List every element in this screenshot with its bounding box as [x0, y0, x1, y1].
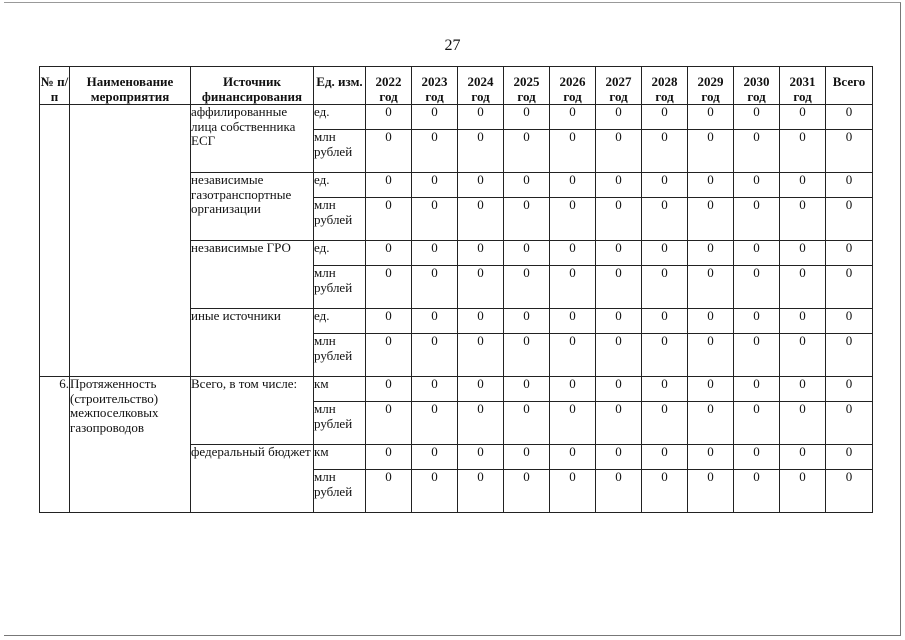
total-value-cell: 0 [826, 266, 873, 309]
year-value-cell: 0 [458, 470, 504, 513]
year-value-cell: 0 [596, 266, 642, 309]
unit-cell: млн рублей [314, 334, 366, 377]
year-value-cell: 0 [734, 105, 780, 130]
year-value-cell: 0 [412, 402, 458, 445]
year-value-cell: 0 [550, 105, 596, 130]
year-value-cell: 0 [734, 334, 780, 377]
year-value-cell: 0 [596, 470, 642, 513]
year-value-cell: 0 [504, 309, 550, 334]
year-value-cell: 0 [734, 309, 780, 334]
year-value-cell: 0 [550, 266, 596, 309]
year-value-cell: 0 [458, 309, 504, 334]
year-value-cell: 0 [642, 334, 688, 377]
year-value-cell: 0 [688, 309, 734, 334]
header-name: Наименование мероприятия [70, 67, 191, 105]
year-value-cell: 0 [504, 470, 550, 513]
year-value-cell: 0 [642, 266, 688, 309]
year-value-cell: 0 [458, 105, 504, 130]
year-value-cell: 0 [366, 198, 412, 241]
year-value-cell: 0 [412, 309, 458, 334]
year-value-cell: 0 [780, 470, 826, 513]
year-value-cell: 0 [688, 241, 734, 266]
year-value-cell: 0 [642, 470, 688, 513]
year-value-cell: 0 [688, 266, 734, 309]
year-value-cell: 0 [642, 198, 688, 241]
total-value-cell: 0 [826, 470, 873, 513]
year-value-cell: 0 [366, 334, 412, 377]
year-value-cell: 0 [780, 198, 826, 241]
year-value-cell: 0 [780, 445, 826, 470]
year-value-cell: 0 [458, 266, 504, 309]
total-value-cell: 0 [826, 105, 873, 130]
year-value-cell: 0 [504, 198, 550, 241]
header-num: № п/п [40, 67, 70, 105]
year-value-cell: 0 [596, 198, 642, 241]
year-value-cell: 0 [734, 377, 780, 402]
year-value-cell: 0 [688, 470, 734, 513]
year-value-cell: 0 [412, 266, 458, 309]
source-cell: федеральный бюджет [191, 445, 314, 513]
year-value-cell: 0 [780, 334, 826, 377]
table-row [40, 105, 873, 130]
header-year-2031: 2031 год [780, 67, 826, 105]
year-value-cell: 0 [688, 173, 734, 198]
year-value-cell: 0 [688, 334, 734, 377]
total-value-cell: 0 [826, 241, 873, 266]
index-cell [40, 105, 70, 377]
year-value-cell: 0 [596, 309, 642, 334]
year-value-cell: 0 [458, 241, 504, 266]
year-value-cell: 0 [504, 173, 550, 198]
source-cell: Всего, в том числе: [191, 377, 314, 445]
year-value-cell: 0 [780, 130, 826, 173]
year-value-cell: 0 [412, 198, 458, 241]
year-value-cell: 0 [642, 402, 688, 445]
year-value-cell: 0 [780, 377, 826, 402]
unit-cell: млн рублей [314, 470, 366, 513]
year-value-cell: 0 [504, 105, 550, 130]
unit-cell: ед. [314, 241, 366, 266]
header-row [40, 67, 873, 105]
year-value-cell: 0 [412, 105, 458, 130]
year-value-cell: 0 [780, 402, 826, 445]
total-value-cell: 0 [826, 130, 873, 173]
page-number: 27 [444, 37, 461, 54]
unit-cell: км [314, 445, 366, 470]
year-value-cell: 0 [458, 130, 504, 173]
year-value-cell: 0 [688, 105, 734, 130]
year-value-cell: 0 [366, 266, 412, 309]
unit-cell: ед. [314, 309, 366, 334]
year-value-cell: 0 [734, 198, 780, 241]
year-value-cell: 0 [780, 266, 826, 309]
header-year-2022: 2022 год [366, 67, 412, 105]
year-value-cell: 0 [458, 198, 504, 241]
year-value-cell: 0 [458, 173, 504, 198]
year-value-cell: 0 [550, 130, 596, 173]
year-value-cell: 0 [734, 130, 780, 173]
year-value-cell: 0 [734, 173, 780, 198]
total-value-cell: 0 [826, 198, 873, 241]
year-value-cell: 0 [550, 173, 596, 198]
year-value-cell: 0 [458, 377, 504, 402]
year-value-cell: 0 [550, 445, 596, 470]
financing-table [39, 66, 873, 513]
year-value-cell: 0 [688, 377, 734, 402]
unit-cell: км [314, 377, 366, 402]
year-value-cell: 0 [550, 402, 596, 445]
year-value-cell: 0 [366, 402, 412, 445]
total-value-cell: 0 [826, 402, 873, 445]
year-value-cell: 0 [596, 402, 642, 445]
source-cell: аффилированные лица собственника ЕСГ [191, 105, 314, 173]
year-value-cell: 0 [504, 130, 550, 173]
year-value-cell: 0 [780, 173, 826, 198]
year-value-cell: 0 [412, 173, 458, 198]
year-value-cell: 0 [366, 105, 412, 130]
name-cell: Протяженность (строительство) межпоселковых газопроводов [70, 377, 191, 513]
index-cell: 6. [40, 377, 70, 513]
header-year-2030: 2030 год [734, 67, 780, 105]
header-year-2027: 2027 год [596, 67, 642, 105]
year-value-cell: 0 [596, 105, 642, 130]
unit-cell: млн рублей [314, 266, 366, 309]
total-value-cell: 0 [826, 173, 873, 198]
year-value-cell: 0 [596, 445, 642, 470]
year-value-cell: 0 [642, 377, 688, 402]
year-value-cell: 0 [688, 198, 734, 241]
year-value-cell: 0 [504, 266, 550, 309]
year-value-cell: 0 [412, 445, 458, 470]
year-value-cell: 0 [734, 402, 780, 445]
total-value-cell: 0 [826, 309, 873, 334]
source-cell: независимые газотранспортные организации [191, 173, 314, 241]
header-year-2028: 2028 год [642, 67, 688, 105]
unit-cell: млн рублей [314, 198, 366, 241]
total-value-cell: 0 [826, 334, 873, 377]
year-value-cell: 0 [642, 309, 688, 334]
year-value-cell: 0 [366, 173, 412, 198]
header-year-2025: 2025 год [504, 67, 550, 105]
year-value-cell: 0 [688, 130, 734, 173]
name-cell [70, 105, 191, 377]
unit-cell: ед. [314, 173, 366, 198]
year-value-cell: 0 [458, 402, 504, 445]
year-value-cell: 0 [550, 470, 596, 513]
year-value-cell: 0 [412, 130, 458, 173]
year-value-cell: 0 [550, 309, 596, 334]
year-value-cell: 0 [734, 241, 780, 266]
header-total: Всего [826, 67, 873, 105]
year-value-cell: 0 [366, 130, 412, 173]
source-cell: иные источники [191, 309, 314, 377]
year-value-cell: 0 [642, 445, 688, 470]
year-value-cell: 0 [458, 445, 504, 470]
year-value-cell: 0 [550, 198, 596, 241]
year-value-cell: 0 [504, 377, 550, 402]
year-value-cell: 0 [550, 377, 596, 402]
year-value-cell: 0 [412, 470, 458, 513]
header-source: Источник финансирования [191, 67, 314, 105]
year-value-cell: 0 [366, 470, 412, 513]
unit-cell: млн рублей [314, 130, 366, 173]
year-value-cell: 0 [504, 402, 550, 445]
year-value-cell: 0 [596, 173, 642, 198]
year-value-cell: 0 [688, 402, 734, 445]
year-value-cell: 0 [504, 334, 550, 377]
header-year-2023: 2023 год [412, 67, 458, 105]
year-value-cell: 0 [734, 470, 780, 513]
year-value-cell: 0 [780, 241, 826, 266]
year-value-cell: 0 [734, 445, 780, 470]
year-value-cell: 0 [780, 309, 826, 334]
header-year-2024: 2024 год [458, 67, 504, 105]
year-value-cell: 0 [642, 130, 688, 173]
year-value-cell: 0 [366, 309, 412, 334]
year-value-cell: 0 [504, 445, 550, 470]
table-row [40, 377, 873, 402]
year-value-cell: 0 [596, 130, 642, 173]
year-value-cell: 0 [412, 334, 458, 377]
year-value-cell: 0 [550, 334, 596, 377]
year-value-cell: 0 [780, 105, 826, 130]
year-value-cell: 0 [366, 445, 412, 470]
total-value-cell: 0 [826, 377, 873, 402]
year-value-cell: 0 [734, 266, 780, 309]
source-cell: независимые ГРО [191, 241, 314, 309]
header-year-2026: 2026 год [550, 67, 596, 105]
year-value-cell: 0 [412, 377, 458, 402]
year-value-cell: 0 [642, 173, 688, 198]
year-value-cell: 0 [504, 241, 550, 266]
unit-cell: ед. [314, 105, 366, 130]
header-unit: Ед. изм. [314, 67, 366, 105]
year-value-cell: 0 [642, 105, 688, 130]
year-value-cell: 0 [550, 241, 596, 266]
unit-cell: млн рублей [314, 402, 366, 445]
total-value-cell: 0 [826, 445, 873, 470]
year-value-cell: 0 [596, 241, 642, 266]
year-value-cell: 0 [366, 377, 412, 402]
year-value-cell: 0 [412, 241, 458, 266]
year-value-cell: 0 [596, 377, 642, 402]
year-value-cell: 0 [366, 241, 412, 266]
year-value-cell: 0 [596, 334, 642, 377]
year-value-cell: 0 [458, 334, 504, 377]
year-value-cell: 0 [642, 241, 688, 266]
header-year-2029: 2029 год [688, 67, 734, 105]
year-value-cell: 0 [688, 445, 734, 470]
